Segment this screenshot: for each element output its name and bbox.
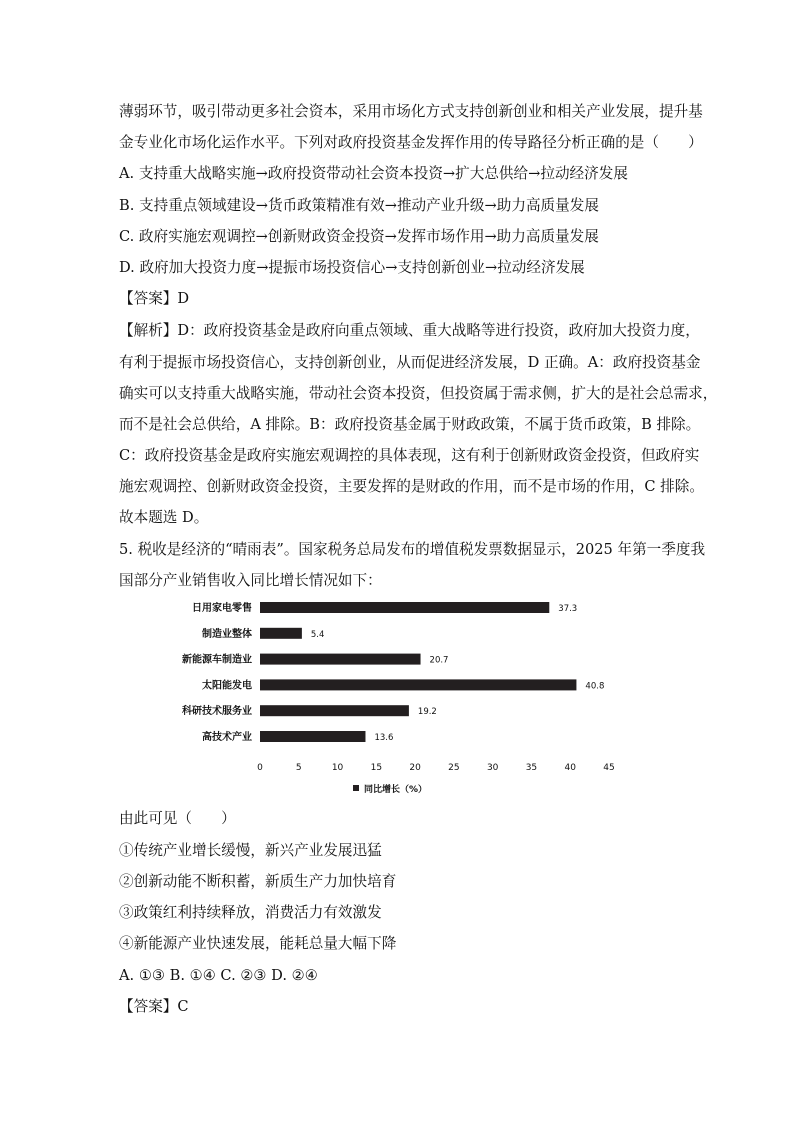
analysis-line: 确实可以支持重大战略实施，带动社会资本投资，但投资属于需求侧，扩大的是社会总需求， [119, 385, 718, 402]
option-d: D. 政府加大投资力度→提振市场投资信心→支持创新创业→拉动经济发展 [119, 259, 585, 276]
x-tick-label: 15 [370, 763, 383, 773]
x-tick-label: 30 [486, 763, 499, 773]
analysis-line: 施宏观调控、创新财政资金投资，主要发挥的是财政的作用，而不是市场的作用，C 排除。 [119, 478, 704, 495]
q4-answer: 【答案】D [119, 290, 190, 307]
data-label: 37.3 [558, 604, 578, 614]
x-tick-label: 0 [257, 763, 263, 773]
analysis-line: C：政府投资基金是政府实施宏观调控的具体表现，这有利于创新财政资金投资，但政府实 [119, 447, 700, 464]
x-tick-label: 5 [295, 763, 302, 773]
analysis-line: 【解析】D：政府投资基金是政府向重点领域、重大战略等进行投资，政府加大投资力度， [119, 322, 700, 339]
bar [260, 731, 365, 742]
data-label: 13.6 [374, 733, 394, 743]
option-b: B. 支持重点领域建设→货币政策精准有效→推动产业升级→助力高质量发展 [119, 197, 599, 214]
bar [260, 705, 409, 716]
legend-label: 同比增长（%） [364, 785, 428, 795]
category-label: 新能源车制造业 [182, 654, 252, 666]
q5-stem-line: 国部分产业销售收入同比增长情况如下： [119, 572, 382, 589]
data-label: 40.8 [585, 681, 605, 692]
category-label: 制造业整体 [202, 628, 252, 640]
x-tick-label: 10 [331, 763, 344, 773]
analysis-line: 而不是社会总供给，A 排除。B：政府投资基金属于财政政策，不属于货币政策，B 排除。 [119, 416, 701, 433]
growth-bar-chart [150, 592, 630, 804]
bar [260, 679, 576, 690]
option-c: C. 政府实施宏观调控→创新财政资金投资→发挥市场作用→助力高质量发展 [119, 228, 599, 245]
legend-swatch [353, 785, 359, 791]
data-label: 19.2 [417, 707, 437, 718]
x-tick-label: 40 [564, 763, 576, 773]
bar [260, 628, 302, 639]
analysis-line: 有利于提振市场投资信心，支持创新创业，从而促进经济发展，D 正确。A：政府投资基金 [119, 354, 701, 371]
data-label: 20.7 [429, 655, 449, 666]
data-label: 5.4 [310, 629, 325, 640]
statement-3: ③政策红利持续释放，消费活力有效激发 [119, 904, 382, 921]
category-label: 科研技术服务业 [182, 706, 252, 718]
bar [260, 654, 421, 665]
category-label: 日用家电零售 [192, 603, 252, 614]
x-tick-label: 20 [409, 763, 421, 773]
q5-answer: 【答案】C [119, 998, 189, 1015]
intro-line: 薄弱环节，吸引带动更多社会资本，采用市场化方式支持创新创业和相关产业发展，提升基 [119, 103, 703, 120]
x-tick-label: 25 [448, 763, 460, 773]
statement-4: ④新能源产业快速发展，能耗总量大幅下降 [119, 935, 397, 952]
q5-prompt: 由此可见（ ） [119, 810, 236, 827]
option-a: A. 支持重大战略实施→政府投资带动社会资本投资→扩大总供给→拉动经济发展 [119, 165, 628, 182]
x-tick-label: 45 [603, 763, 615, 773]
q5-stem-line: 5. 税收是经济的“晴雨表”。国家税务总局发布的增值税发票数据显示，2025 年第一季度我 [119, 541, 706, 558]
category-label: 高技术产业 [202, 732, 252, 743]
analysis-line: 故本题选 D。 [119, 509, 209, 526]
chart-svg [150, 592, 630, 804]
x-tick-label: 35 [525, 763, 538, 773]
statement-1: ①传统产业增长缓慢，新兴产业发展迅猛 [119, 842, 382, 859]
bar [260, 602, 549, 613]
statement-2: ②创新动能不断积蓄，新质生产力加快培育 [119, 873, 397, 890]
intro-line: 金专业化市场化运作水平。下列对政府投资基金发挥作用的传导路径分析正确的是（ ） [119, 134, 703, 151]
category-label: 太阳能发电 [202, 680, 252, 692]
q5-choices: A. ①③ B. ①④ C. ②③ D. ②④ [119, 967, 318, 984]
